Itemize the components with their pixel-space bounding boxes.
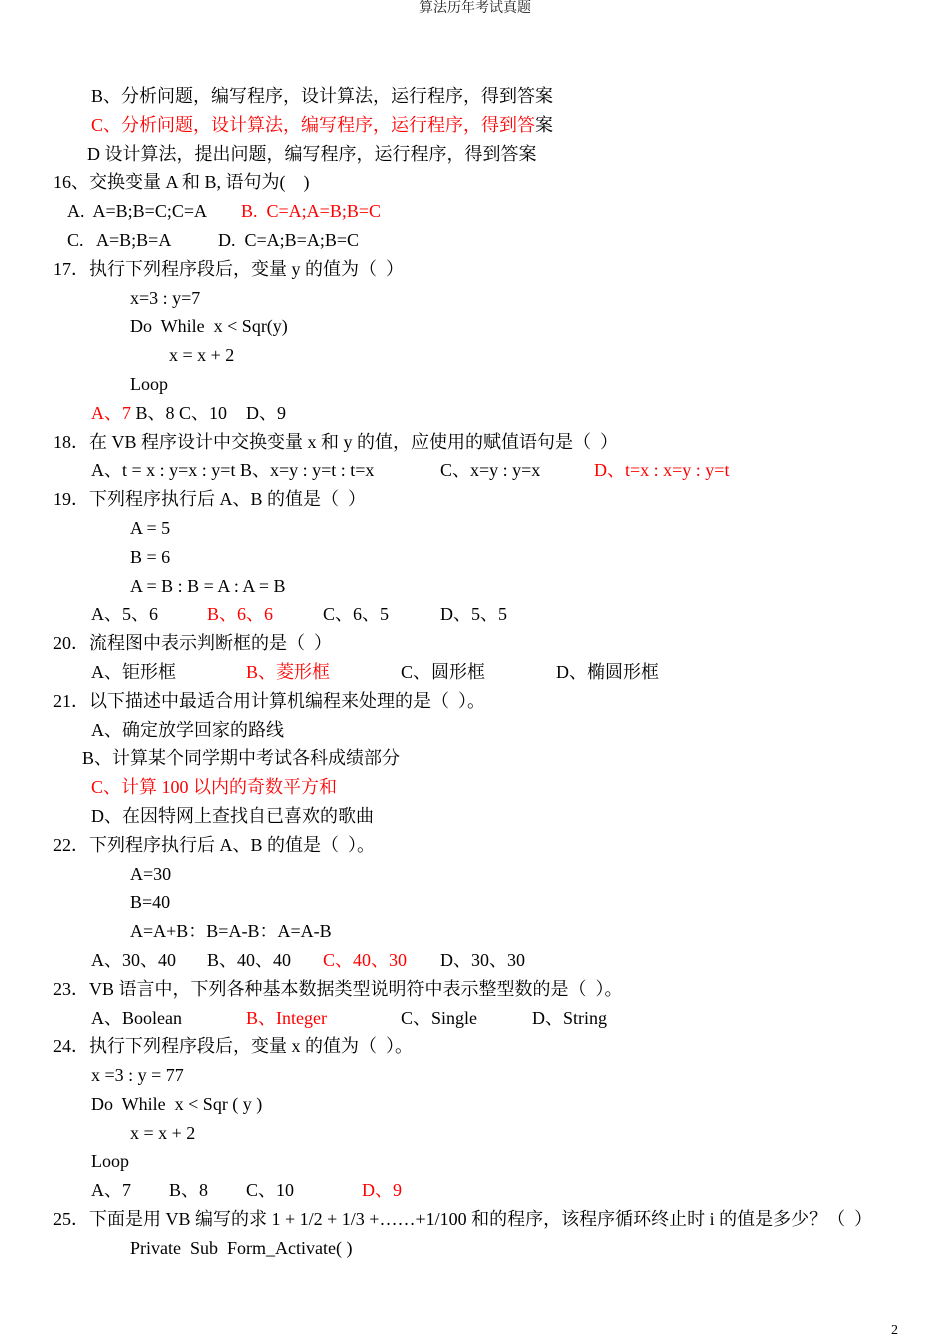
text-line (0, 1090, 950, 1119)
line-text: D、椭圆形框 (556, 661, 659, 682)
text-line (0, 456, 950, 485)
line-text: B、40、40 (207, 949, 292, 970)
line-text: 22．下列程序执行后 A、B 的值是（ ）。 (53, 834, 376, 855)
answer-text: B、菱形框 (246, 661, 331, 682)
line-text: C、10 (246, 1180, 295, 1201)
line-text: A、7 (91, 1180, 131, 1201)
answer-text: A、7 (91, 402, 131, 423)
line-text: A、30、40 (91, 949, 176, 970)
answer-text: B. C=A;A=B;B=C (241, 201, 381, 222)
text-line (0, 773, 950, 802)
text-line (0, 255, 950, 284)
text-line (0, 860, 950, 889)
text-line (0, 975, 950, 1004)
line-text: 18．在 VB 程序设计中交换变量 x 和 y 的值，应使用的赋值语句是（ ） (53, 431, 619, 452)
text-line (0, 543, 950, 572)
line-text: D. C=A;B=A;B=C (218, 229, 359, 250)
text-line (0, 687, 950, 716)
answer-text: C、分析问题，设计算法，编写程序，运行程序，得到答 (91, 114, 536, 135)
text-line (0, 1147, 950, 1176)
line-text: Loop (91, 1151, 129, 1172)
text-line (0, 82, 950, 111)
line-text: B、8 (169, 1180, 209, 1201)
text-line (0, 111, 950, 140)
line-text: A=A+B：B=A-B：A=A-B (130, 921, 332, 942)
text-line (0, 572, 950, 601)
line-text: A = 5 (130, 517, 171, 538)
text-line (0, 831, 950, 860)
line-text: x =3 : y = 77 (91, 1065, 184, 1086)
text-line (0, 1032, 950, 1061)
line-text: D、9 (246, 402, 286, 423)
text-line (0, 629, 950, 658)
line-text: B、8 C、10 (131, 402, 228, 423)
answer-text: D、9 (362, 1180, 402, 1201)
answer-text: C、计算 100 以内的奇数平方和 (91, 777, 338, 798)
text-line (0, 226, 950, 255)
text-line (0, 658, 950, 687)
text-line (0, 600, 950, 629)
line-text: x = x + 2 (169, 345, 235, 366)
line-text: A、钜形框 (91, 661, 176, 682)
line-text: Do While x < Sqr(y) (130, 316, 288, 337)
line-text: B、分析问题，编写程序，设计算法，运行程序，得到答案 (91, 86, 554, 106)
line-text: 25．下面是用 VB 编写的求 1 + 1/2 + 1/3 +……+1/100 和的程序，该程序循环终止时 i 的值是多少？（ ） (53, 1209, 873, 1230)
line-text: A = B : B = A : A = B (130, 575, 286, 596)
text-line (0, 312, 950, 341)
line-text: 24．执行下列程序段后，变量 x 的值为（ ）。 (53, 1036, 413, 1057)
text-line (0, 514, 950, 543)
line-text: B = 6 (130, 546, 171, 567)
line-text: A、t = x : y=x : y=t B、x=y : y=t : t=x (91, 460, 375, 481)
text-line (0, 1061, 950, 1090)
text-line (0, 1119, 950, 1148)
text-line (0, 370, 950, 399)
text-line (0, 1004, 950, 1033)
line-text: A. A=B;B=C;C=A (67, 201, 207, 222)
text-line (0, 168, 950, 197)
line-text: 案 (535, 114, 554, 135)
text-line (0, 399, 950, 428)
line-text: D、30、30 (440, 949, 525, 970)
line-text: Private Sub Form_Activate( ) (130, 1237, 353, 1258)
text-line (0, 341, 950, 370)
line-text: D、String (532, 1007, 608, 1028)
line-text: C、6、5 (323, 604, 390, 625)
text-line (0, 716, 950, 745)
text-line (0, 946, 950, 975)
text-line (0, 428, 950, 457)
line-text: C、圆形框 (401, 661, 486, 682)
answer-text: B、6、6 (207, 604, 274, 625)
line-text: D 设计算法，提出问题，编写程序，运行程序，得到答案 (87, 143, 537, 164)
answer-text: D、t=x : x=y : y=t (594, 460, 730, 481)
page-header: 算法历年考试真题 (419, 1, 531, 16)
line-text: x=3 : y=7 (130, 287, 201, 308)
line-text: D、在因特网上查找自已喜欢的歌曲 (91, 805, 374, 826)
page-number: 2 (891, 1323, 898, 1338)
text-line (0, 744, 950, 773)
line-text: Loop (130, 373, 168, 394)
line-text: C、Single (401, 1007, 478, 1028)
text-line (0, 917, 950, 946)
line-text: 16、交换变量 A 和 B, 语句为( ) (53, 172, 310, 193)
document-body (0, 82, 950, 1263)
line-text: B、计算某个同学期中考试各科成绩部分 (82, 748, 401, 769)
text-line (0, 888, 950, 917)
line-text: D、5、5 (440, 604, 507, 625)
answer-text: B、Integer (246, 1007, 327, 1028)
line-text: 21．以下描述中最适合用计算机编程来处理的是（ ）。 (53, 690, 485, 711)
line-text: 23．VB 语言中，下列各种基本数据类型说明符中表示整型数的是（ ）。 (53, 978, 623, 999)
line-text: 20．流程图中表示判断框的是（ ） (53, 633, 332, 654)
text-line (0, 1205, 950, 1234)
line-text: 17．执行下列程序段后，变量 y 的值为（ ） (53, 258, 404, 279)
text-line (0, 1234, 950, 1263)
line-text: A=30 (130, 863, 172, 884)
line-text: B=40 (130, 892, 171, 913)
line-text: C. A=B;B=A (67, 229, 172, 250)
text-line (0, 284, 950, 313)
text-line (0, 197, 950, 226)
line-text: Do While x < Sqr ( y ) (91, 1093, 263, 1114)
text-line (0, 485, 950, 514)
line-text: A、5、6 (91, 604, 158, 625)
line-text: x = x + 2 (130, 1122, 196, 1143)
answer-text: C、40、30 (323, 949, 408, 970)
line-text: A、确定放学回家的路线 (91, 719, 284, 740)
text-line (0, 802, 950, 831)
line-text: C、x=y : y=x (440, 460, 541, 481)
text-line (0, 1176, 950, 1205)
line-text: 19．下列程序执行后 A、B 的值是（ ） (53, 489, 367, 510)
line-text: A、Boolean (91, 1007, 182, 1028)
text-line (0, 140, 950, 169)
